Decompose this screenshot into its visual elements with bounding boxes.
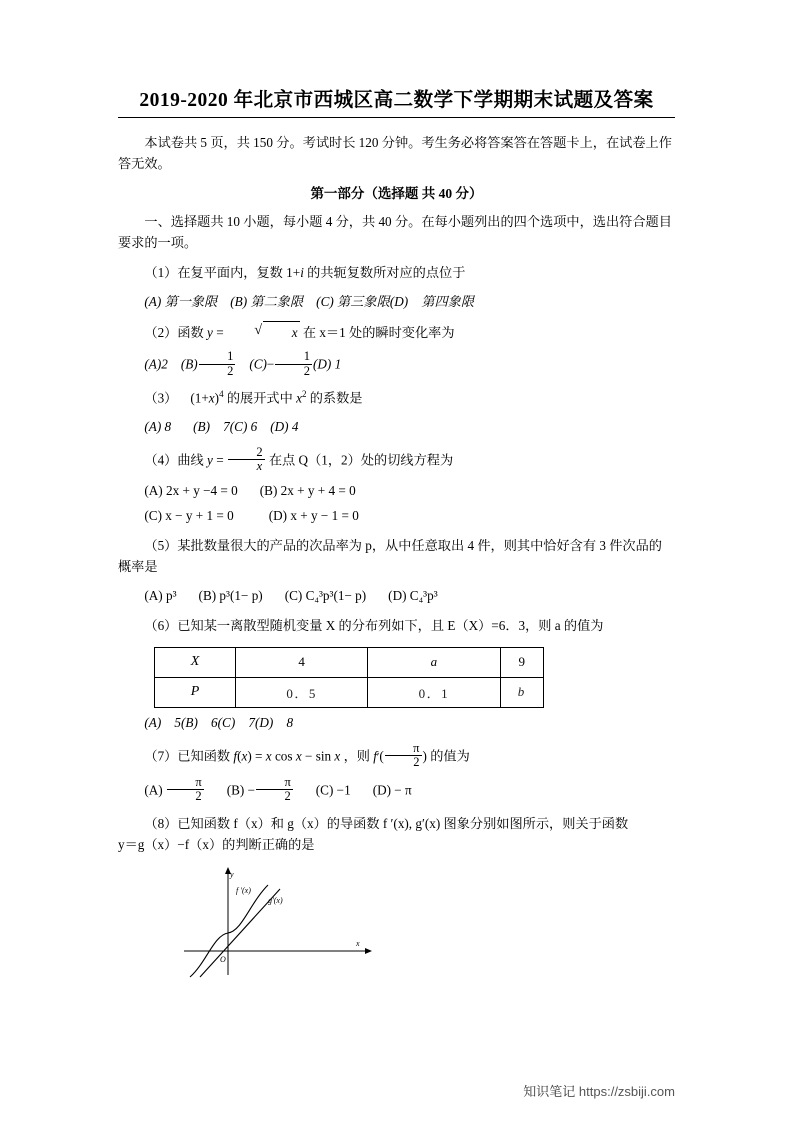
derivative-graph-figure (176, 863, 675, 988)
table-cell: a (368, 647, 500, 677)
question-6-stem: （6）已知某一离散型随机变量 X 的分布列如下，且 E（X）=6．3，则 a 的值为 (144, 618, 604, 634)
table-cell: b (500, 677, 543, 707)
figure-y-label: y (230, 870, 234, 880)
figure-origin-label: O (220, 955, 226, 965)
distribution-table (154, 647, 544, 708)
question-5-stem: （5）某批数量很大的产品的次品率为 p，从中任意取出 4 件，则其中恰好含有 3 件次品的概率是 (118, 538, 662, 575)
footer-url: https://zsbiji.com (578, 1084, 675, 1099)
intro-paragraph: 本试卷共 5 页，共 150 分。考试时长 120 分钟。考生务必将答案答在答题卡上，在试卷上作答无效。 (118, 135, 672, 172)
question-7-options: (A) $\frac{\pi}{2}$ (B) − $\frac{\pi}{2}$ (C) −1 (D) − π (144, 775, 412, 804)
page-title: 2019-2020 年北京市西城区高二数学下学期期末试题及答案 (118, 0, 675, 118)
question-4-stem: （4）曲线 y = $\frac{2}{x}$ 在点 Q（1，2）处的切线方程为 (144, 444, 454, 474)
table-cell: 0．5 (236, 677, 368, 707)
figure-x-label: x (356, 939, 360, 949)
question-2-options: (A)2 (B) $\frac{1}{2}$ (C)− $\frac{1}{2}$ (D) 1 (144, 349, 342, 378)
table-cell: 0．1 (368, 677, 500, 707)
question-1-stem: （1）在复平面内，复数 1+i 的共轭复数所对应的点位于 (144, 265, 466, 281)
sqrt-x: √ x (228, 321, 300, 343)
question-3-stem: （3） $(1+x)^4$ 的展开式中 $x^2$ 的系数是 (144, 388, 363, 406)
derivative-graph-svg (176, 863, 436, 983)
table-cell-x-label: X (155, 647, 236, 677)
question-3-options: (A) 8 (B) 7(C) 6 (D) 4 (144, 418, 299, 434)
figure-curve1-label: f ′(x) (236, 886, 251, 896)
question-8-stem-line2: y＝g（x）−f（x）的判断正确的是 (118, 837, 315, 852)
question-7-stem: （7）已知函数 f(x) = x cos x − sin x ，则 f′( $\frac{\pi}{2}$ ) 的值为 (144, 740, 470, 770)
table-row (155, 647, 544, 677)
footer-brand: 知识笔记 (523, 1084, 576, 1099)
table-row (155, 677, 544, 707)
instruction-paragraph: 一、选择题共 10 小题，每小题 4 分，共 40 分。在每小题列出的四个选项中，选出符合题目要求的一项。 (118, 213, 672, 250)
question-4-options-row1: (A) 2x + y −4 = 0 (B) 2x + y + 4 = 0 (144, 483, 356, 499)
footer-watermark (523, 1081, 675, 1100)
question-1-options: (A) 第一象限 (B) 第二象限 (C) 第三象限(D) 第四象限 (144, 293, 475, 309)
question-2-stem: （2）函数 y = √ x 在 x＝1 处的瞬时变化率为 (118, 321, 675, 343)
table-cell: 4 (236, 647, 368, 677)
figure-curve2-label: g′(x) (268, 896, 283, 906)
question-5-options: (A) p³ (B) p³(1− p) (C) C₄³p³(1− p) (D) C₄³p³ (144, 587, 438, 603)
section-heading: 第一部分（选择题 共 40 分） (310, 185, 483, 201)
table-cell-p-label: P (155, 677, 236, 707)
question-6-options: (A) 5(B) 6(C) 7(D) 8 (144, 714, 294, 730)
question-4-options-row2: (C) x − y + 1 = 0 (D) x + y − 1 = 0 (144, 507, 359, 523)
question-8-stem: （8）已知函数 f（x）和 g（x）的导函数 f ′(x), g′(x) 图象分别如图所示，则关于函数 (144, 815, 629, 831)
table-cell: 9 (500, 647, 543, 677)
